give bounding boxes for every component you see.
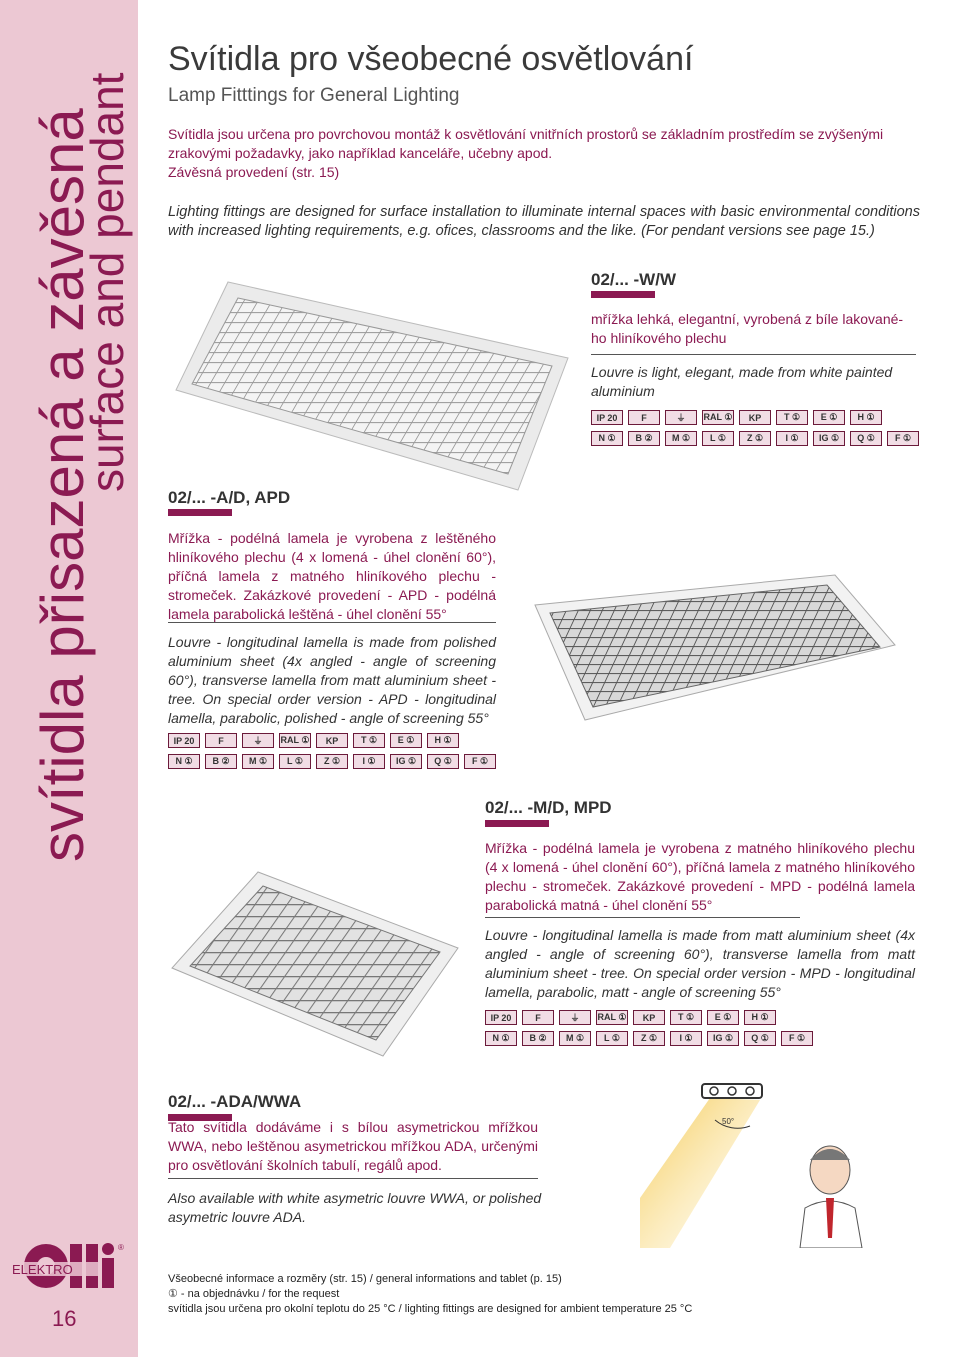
symbol-ig: IG ① <box>707 1031 739 1046</box>
symbol-ip: IP 20 <box>485 1010 517 1025</box>
symbol-kp: KP <box>633 1010 665 1025</box>
product-code-md: 02/... -M/D, MPD <box>485 798 612 817</box>
symbol-i: I ① <box>353 754 385 769</box>
symbol-f2: F ① <box>781 1031 813 1046</box>
symbol-z: Z ① <box>316 754 348 769</box>
code-bar <box>485 820 549 827</box>
intro-en: Lighting fittings are designed for surface installation to illuminate internal spaces with basic environmental conditions with increased lighting requirements, e.g. ofices, classrooms and the like. (For pendant versions see page 15.) <box>168 204 920 239</box>
page-subtitle: Lamp Fitttings for General Lighting <box>168 85 460 106</box>
symbol-f: F <box>205 733 237 748</box>
page-number: 16 <box>52 1306 77 1331</box>
symbol-e: E ① <box>390 733 422 748</box>
lamp-image-ad <box>515 565 900 725</box>
symbol-z: Z ① <box>739 431 771 446</box>
asymmetric-lighting-illustration <box>640 1078 880 1248</box>
symbol-t: T ① <box>353 733 385 748</box>
symbol-kp: KP <box>316 733 348 748</box>
symbol-ground: ⏚ <box>665 410 697 425</box>
symbol-l: L ① <box>279 754 311 769</box>
symbol-row <box>591 431 919 446</box>
symbol-f2: F ① <box>464 754 496 769</box>
symbol-ip: IP 20 <box>591 410 623 425</box>
symbol-ig: IG ① <box>813 431 845 446</box>
product-ad-cz: Mřížka - podélná lamela je vyrobena z leštěného hliníkového plechu (4 x lomená - úhel clonění 60°), příčná lamela z matného hliníkového plechu - stromeček. Zakázkové provedení - APD - podélná lamela parabolická leštěná - úhel clonění 55° <box>168 530 496 622</box>
symbol-l: L ① <box>596 1031 628 1046</box>
page-title: Svítidla pro všeobecné osvětlování <box>168 40 694 78</box>
product-ww-cz: mřížka lehká, elegantní, vyrobená z bíle lakované- ho hliníkového plechu <box>591 311 904 346</box>
symbol-table-ww <box>591 410 919 452</box>
symbol-h: H ① <box>427 733 459 748</box>
symbol-ral: RAL ① <box>702 410 734 425</box>
product-ada-en: Also available with white asymetric louvre WWA, or polished asymetric louvre ADA. <box>168 1190 542 1225</box>
product-code-ww: 02/... -W/W <box>591 270 676 289</box>
footer-line: svítidla jsou určena pro okolní teplotu do 25 °C / lighting fittings are designed for ambient temperature 25 °C <box>168 1303 693 1315</box>
symbol-n: N ① <box>485 1031 517 1046</box>
symbol-b: B ② <box>628 431 660 446</box>
footer-notes <box>168 1272 692 1317</box>
product-code-ad: 02/... -A/D, APD <box>168 488 291 507</box>
symbol-f: F <box>628 410 660 425</box>
symbol-z: Z ① <box>633 1031 665 1046</box>
symbol-row <box>485 1010 813 1025</box>
sidebar-title-cz: svítidla přisazená a závěsná <box>29 108 96 862</box>
elektro-olli-logo <box>6 1240 130 1292</box>
symbol-e: E ① <box>707 1010 739 1025</box>
symbol-row <box>485 1031 813 1046</box>
symbol-row <box>168 754 496 769</box>
symbol-t: T ① <box>670 1010 702 1025</box>
symbol-q: Q ① <box>744 1031 776 1046</box>
divider <box>485 917 800 918</box>
product-code-ada: 02/... -ADA/WWA <box>168 1092 302 1111</box>
symbol-kp: KP <box>739 410 771 425</box>
product-md-cz: Mřížka - podélná lamela je vyrobena z matného hliníkového plechu (4 x lomená - úhel clonění 60°), příčná lamela z matného hliníkového plechu - stromeček. Zakázkové provedení - MPD - podélná lamela parabolická matná - úhel clonění 55° <box>485 840 915 913</box>
code-bar <box>591 291 655 298</box>
symbol-ral: RAL ① <box>596 1010 628 1025</box>
divider <box>168 622 496 623</box>
symbol-l: L ① <box>702 431 734 446</box>
symbol-f2: F ① <box>887 431 919 446</box>
symbol-t: T ① <box>776 410 808 425</box>
symbol-n: N ① <box>168 754 200 769</box>
svg-text:®: ® <box>118 1243 124 1252</box>
symbol-m: M ① <box>559 1031 591 1046</box>
symbol-f: F <box>522 1010 554 1025</box>
symbol-b: B ② <box>205 754 237 769</box>
divider <box>168 1178 538 1179</box>
svg-text:ELEKTRO: ELEKTRO <box>12 1262 73 1277</box>
footer-line: Všeobecné informace a rozměry (str. 15) / general informations and tablet (p. 15) <box>168 1273 562 1285</box>
symbol-m: M ① <box>665 431 697 446</box>
svg-text:50°: 50° <box>722 1117 735 1126</box>
intro-cz: Svítidla jsou určena pro povrchovou montáž k osvětlování vnitřních prostorů se základním prostředím se zvýšenými zrakovými požadavky, jako například kanceláře, učebny apod. Závěsná provedení (str. 15) <box>168 126 884 180</box>
symbol-ig: IG ① <box>390 754 422 769</box>
symbol-ral: RAL ① <box>279 733 311 748</box>
footer-line: ① - na objednávku / for the request <box>168 1288 340 1300</box>
symbol-row <box>591 410 919 425</box>
symbol-row <box>168 733 496 748</box>
symbol-ground: ⏚ <box>559 1010 591 1025</box>
symbol-b: B ② <box>522 1031 554 1046</box>
sidebar-title-en: surface and pendant <box>81 72 133 492</box>
divider <box>591 354 916 355</box>
symbol-i: I ① <box>670 1031 702 1046</box>
lamp-image-md <box>168 868 468 1058</box>
symbol-n: N ① <box>591 431 623 446</box>
product-ada-cz: Tato svítidla dodáváme i s bílou asymetrickou mřížkou WWA, nebo leštěnou asymetrickou mřížkou ADA, určenými pro osvětlování školních tabulí, regálů apod. <box>168 1119 538 1173</box>
symbol-ip: IP 20 <box>168 733 200 748</box>
symbol-table-md <box>485 1010 813 1052</box>
product-ad-en: Louvre - longitudinal lamella is made from polished aluminium sheet (4x angled - angle of screening 60°), transverse lamella from matt aluminium sheet - tree. On special order version - APD - longitudinal lamella, parabolic, polished - angle of screening 55° <box>168 634 496 726</box>
symbol-e: E ① <box>813 410 845 425</box>
lamp-image-ww <box>168 262 588 492</box>
symbol-q: Q ① <box>850 431 882 446</box>
symbol-q: Q ① <box>427 754 459 769</box>
symbol-h: H ① <box>744 1010 776 1025</box>
code-bar <box>168 509 232 516</box>
product-ww-en: Louvre is light, elegant, made from white painted aluminium <box>591 364 893 399</box>
symbol-m: M ① <box>242 754 274 769</box>
symbol-i: I ① <box>776 431 808 446</box>
symbol-ground: ⏚ <box>242 733 274 748</box>
symbol-h: H ① <box>850 410 882 425</box>
symbol-table-ad <box>168 733 496 775</box>
product-md-en: Louvre - longitudinal lamella is made from matt aluminium sheet (4x angled - angle of screening 60°), transverse lamella from matt aluminium sheet - tree. On special order version - MPD - longitudinal lamella, parabolic, matt - angle of screening 55° <box>485 927 915 1000</box>
